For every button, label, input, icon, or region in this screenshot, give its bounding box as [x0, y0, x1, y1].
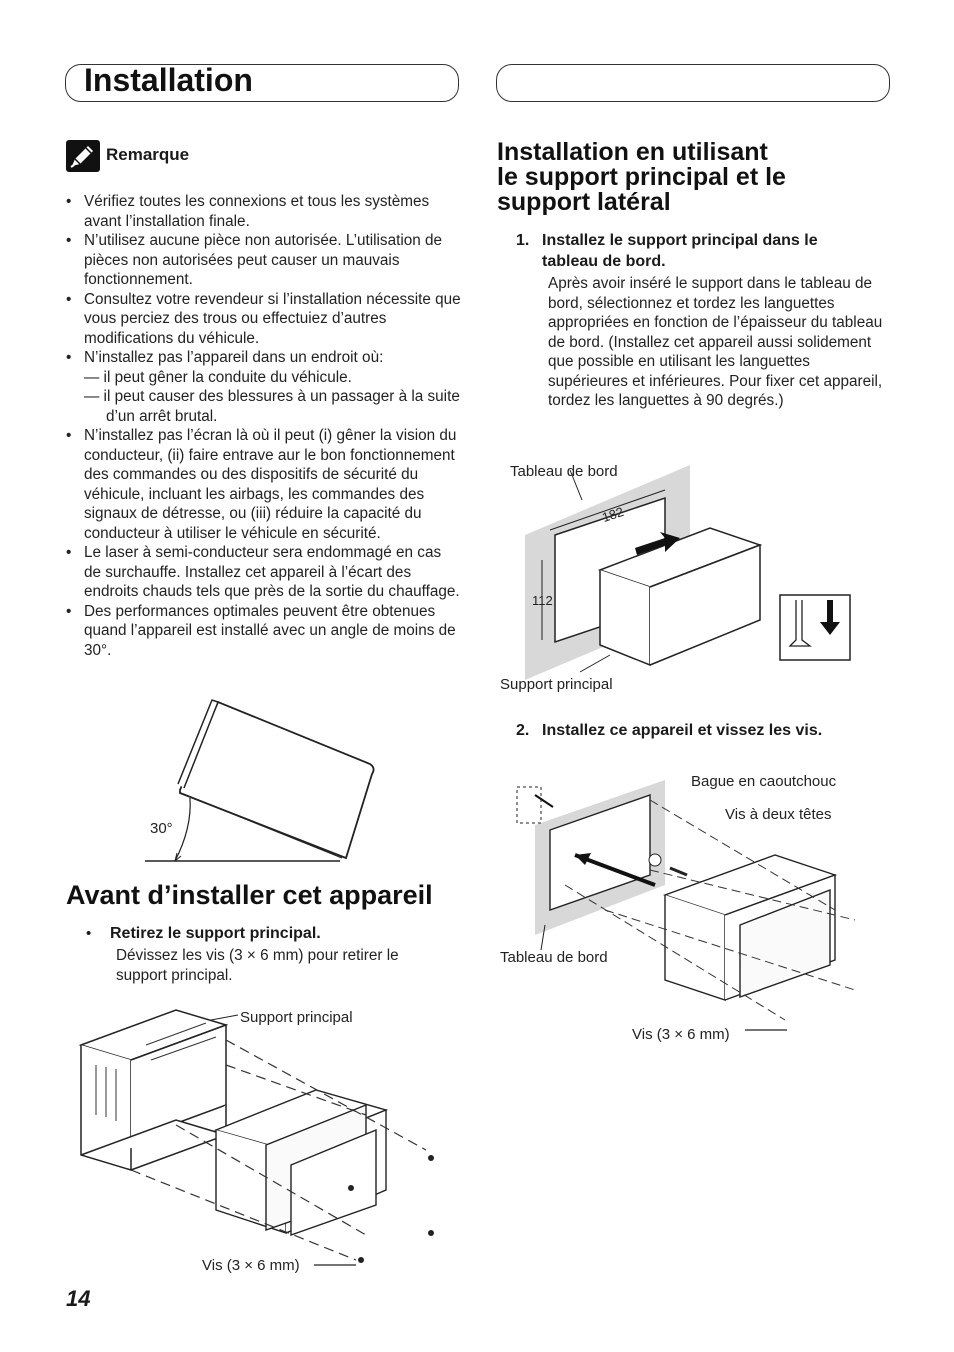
support-removal-figure	[76, 1005, 456, 1275]
step1-head	[542, 230, 902, 272]
step1-head-line: Installez le support principal dans le	[542, 232, 818, 249]
step2-number: 2.	[516, 722, 530, 739]
install-title-line: Installation en utilisant	[497, 138, 768, 166]
dim-width-label: 182	[600, 504, 626, 525]
bague-label: Bague en caoutchouc	[691, 773, 837, 790]
step1-number: 1.	[516, 232, 530, 249]
section-title-avant: Avant d’installer cet appareil	[66, 880, 433, 910]
support-principal-label-1: Support principal	[240, 1009, 353, 1026]
bullet-dot: •	[86, 925, 92, 942]
step2-head: Installez ce appareil et vissez les vis.	[542, 722, 823, 739]
step1-body: Après avoir inséré le support dans le tableau de bord, sélectionnez et tordez les languettes appropriées en fonction de l’épaisseur du tableau de bord. (Installez cet appareil aussi solidement que possible en utilisant les languettes supérieures et inférieures. Pour fixer cet appareil, tordez les languettes à 90 degrés.)	[548, 275, 883, 409]
tableau-label-1: Tableau de bord	[510, 463, 618, 480]
remarque-heading: Remarque	[106, 145, 190, 164]
list-item: • Consultez votre revendeur si l’installation nécessite que vous perciez des trous ou effectuiez d’autres modifications du véhicule.	[66, 290, 461, 349]
step1-head-line: tableau de bord.	[542, 253, 666, 270]
list-item: • Le laser à semi-conducteur sera endommagé en cas de surchauffe. Installez cet appareil à l’écart des endroits chauds tels que près de la sortie du chauffage.	[66, 543, 461, 602]
list-item-text: N’installez pas l’appareil dans un endroit où:	[84, 349, 384, 366]
header-title-box	[65, 64, 459, 102]
note-pencil-icon	[66, 140, 100, 172]
section-title-install	[497, 140, 786, 215]
page-title: Installation	[84, 62, 253, 98]
avant-step-body: Dévissez les vis (3 × 6 mm) pour retirer le support principal.	[116, 947, 399, 984]
list-item: • Vérifiez toutes les connexions et tous les systèmes avant l’installation finale.	[66, 192, 461, 231]
install-title-line: support latéral	[497, 188, 671, 216]
header-empty-box	[496, 64, 890, 102]
vis-label-2: Vis (3 × 6 mm)	[632, 1026, 730, 1043]
page-number: 14	[66, 1286, 91, 1311]
angle-label: 30°	[150, 820, 173, 837]
list-item: • N’utilisez aucune pièce non autorisée. L’utilisation de pièces non autorisées peut causer un mauvais fonctionnement.	[66, 231, 461, 290]
avant-step-head: Retirez le support principal.	[110, 925, 321, 942]
vis-label-1: Vis (3 × 6 mm)	[202, 1257, 300, 1274]
list-item: • N’installez pas l’écran là où il peut (i) gêner la vision du conducteur, (ii) faire entrave aur le bon fonctionnement des commandes ou des dispositifs de sécurité du véhicule, incluant les airbags, les commandes des signaux de détresse, ou (iii) réduire la capacité du conducteur à utiliser le véhicule en sécurité.	[66, 426, 461, 543]
tableau-label-2: Tableau de bord	[500, 949, 608, 966]
list-item: • Des performances optimales peuvent être obtenues quand l’appareil est installé avec un angle de moins de 30°.	[66, 602, 461, 661]
angle-figure	[140, 698, 380, 868]
dim-height-label: 112	[532, 593, 553, 608]
dashboard-mount-figure	[520, 460, 870, 680]
install-title-line: le support principal et le	[497, 163, 786, 191]
remarque-list	[66, 192, 461, 660]
sub-item: — il peut causer des blessures à un passager à la suite d’un arrêt brutal.	[84, 388, 460, 425]
sub-item: — il peut gêner la conduite du véhicule.	[84, 368, 352, 386]
list-item	[66, 348, 461, 426]
support-principal-label-2: Support principal	[500, 676, 613, 693]
vis-deux-tetes-label: Vis à deux têtes	[725, 806, 832, 823]
